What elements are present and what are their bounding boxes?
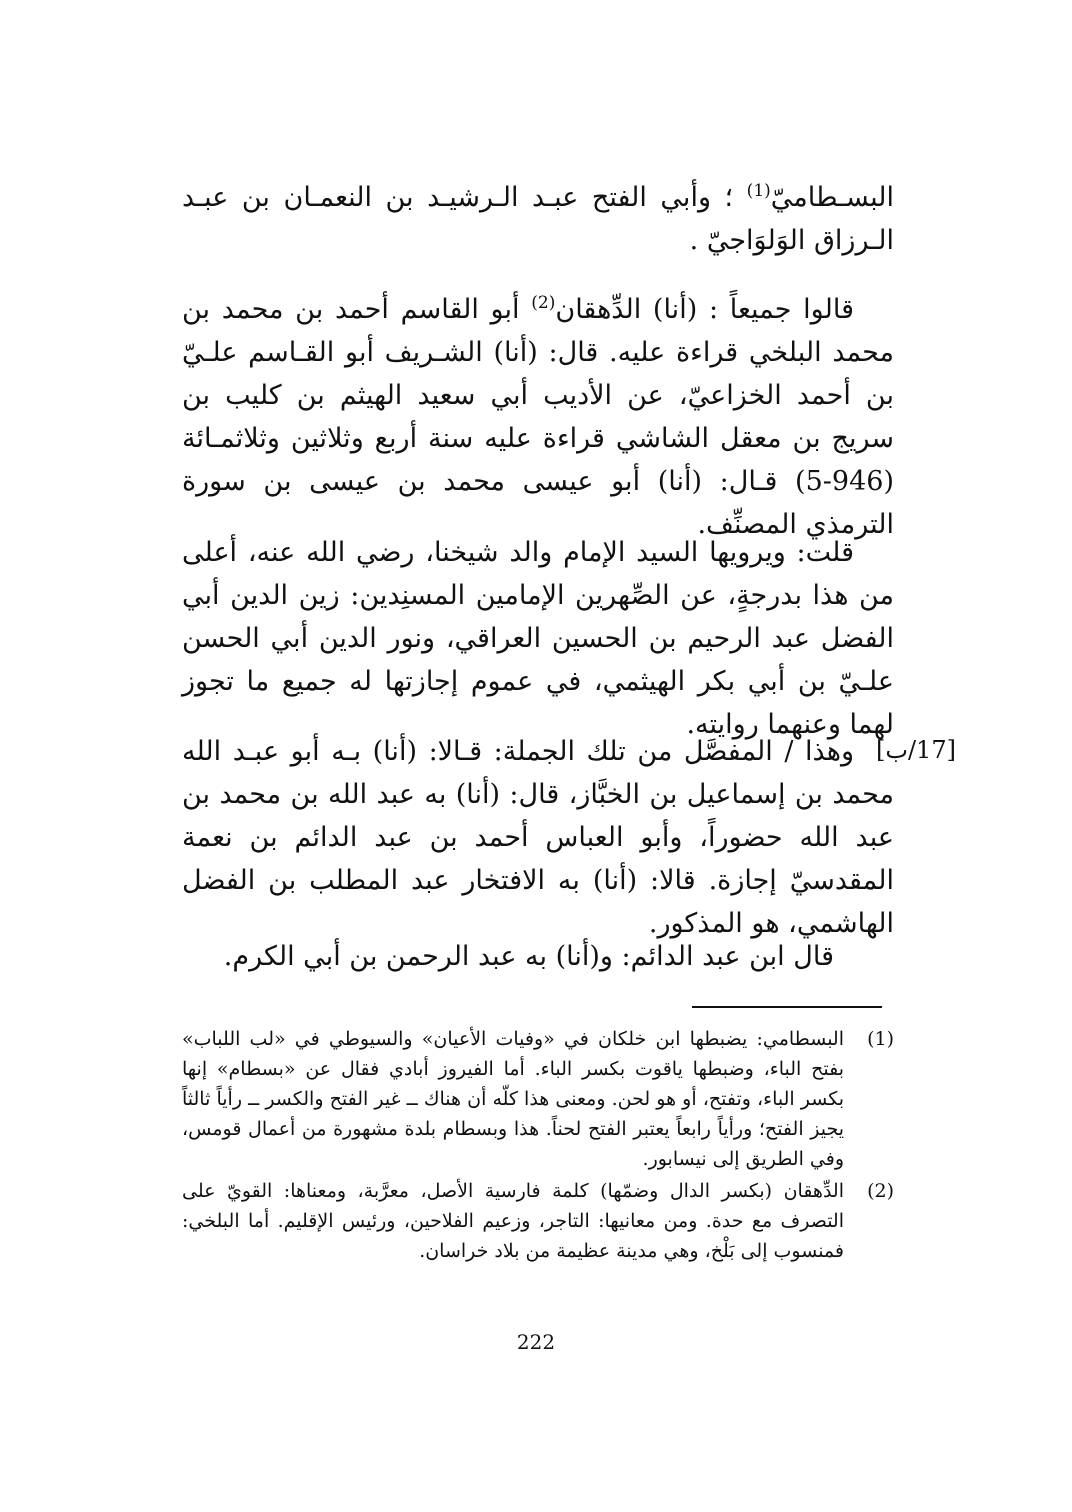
body-paragraph-5 <box>182 935 894 978</box>
body-paragraph-3 <box>182 531 894 746</box>
p4-text: وهذا / المفصَّل من تلك الجملة: قـالا: (أنا) بـه أبو عبـد الله محمد بن إسماعيل بن الخبَّاز، قال: (أنا) به عبد الله بن محمد بن عبد الله حضوراً، وأبو العباس أحمد بن عبد الدائم بن نعمة المقدسيّ إجازة. قالا: (أنا) به الافتخار عبد المطلب بن الفضل الهاشمي، هو المذكور. <box>182 736 894 939</box>
footnote-separator <box>692 1006 882 1008</box>
footnote-2 <box>182 1176 894 1266</box>
manuscript-folio-marker: [17/ب] <box>876 736 956 764</box>
p5-text: قال ابن عبد الدائم: و(أنا) به عبد الرحمن بن أبي الكرم. <box>223 941 834 972</box>
footnote-text: الدِّهقان (بكسر الدال وضمّها) كلمة فارسية الأصل، معرَّبة، ومعناها: القويّ على التصرف مع حدة. ومن معانيها: التاجر، وزعيم الفلاحين، ورئيس الإقليم. أما البلخي: فمنسوب إلى بَلْخ، وهي مدينة عظيمة من بلاد خراسان. <box>182 1180 844 1262</box>
p3-text: قلت: ويرويها السيد الإمام والد شيخنا، رضي الله عنه، أعلى من هذا بدرجةٍ، عن الصِّهرين الإمامين المسنِدين: زين الدين أبي الفضل عبد الرحيم بن الحسين العراقي، ونور الدين أبي الحسن علـيّ بن أبي بكر الهيثمي، في عموم إجازتها له جميع ما تجوز لهما وعنهما روايته. <box>182 537 894 740</box>
page-number: 222 <box>516 1330 556 1354</box>
p2-text-start: قالوا جميعاً : (أنا) الدِّهقان <box>555 294 854 325</box>
body-paragraph-4 <box>182 730 894 945</box>
footnote-text: البسطامي: يضبطها ابن خلكان في «وفيات الأعيان» والسيوطي في «لب اللباب» بفتح الباء، وضبطها ياقوت بكسر الباء. أما الفيروز أبادي فقال عن «بسطام» إنها بكسر الباء، وتفتح، أو هو لحن. ومعنى هذا كلّه أن هناك ــ غير الفتح والكسر ــ رأياً ثالثاً يجيز الفتح؛ ورأياً رابعاً يعتبر الفتح لحناً. هذا وبسطام بلدة مشهورة من أعمال قومس، وفي الطريق إلى نيسابور. <box>182 1028 844 1170</box>
p1-text-end: ؛ وأبي الفتح عبـد الـرشيـد بن النعمـان بن عبـد الـرزاق الوَلوَاجيّ . <box>182 182 894 256</box>
footnote-number: (2) <box>867 1180 894 1202</box>
body-paragraph-2 <box>182 288 894 546</box>
footnote-number: (1) <box>867 1028 894 1050</box>
footnote-reference-1: (1) <box>746 181 771 201</box>
footnotes <box>182 1024 894 1268</box>
footnote-1 <box>182 1024 894 1174</box>
p2-text-end: أبو القاسم أحمد بن محمد بن محمد البلخي قراءة عليه. قال: (أنا) الشـريف أبو القـاسم علـيّ بن أحمد الخزاعيّ، عن الأديب أبي سعيد الهيثم بن كليب بن سريج بن معقل الشاشي قراءة عليه سنة أربع وثلاثين وثلاثمـائة (946-5) قـال: (أنا) أبو عيسى محمد بن عيسى بن سورة الترمذي المصنِّف. <box>182 294 894 540</box>
p1-text-start: البسـطاميّ <box>770 182 894 213</box>
footnote-reference-2: (2) <box>531 293 556 313</box>
body-paragraph-1 <box>182 176 894 262</box>
